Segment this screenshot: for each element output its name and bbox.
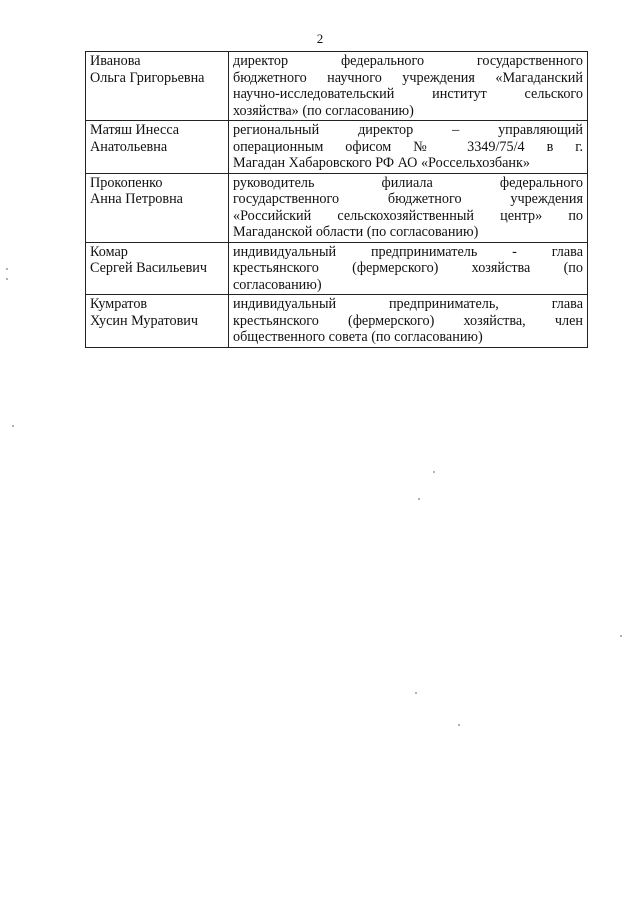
member-name (86, 242, 229, 295)
scan-speck (418, 498, 420, 500)
role-line: «Российский сельскохозяйственный центр» по (233, 207, 583, 224)
scan-speck (415, 692, 417, 694)
role-line: региональный директор – управляющий (233, 122, 583, 138)
name-line: Комар (90, 243, 128, 260)
role-line: общественного совета (по согласованию) (233, 329, 483, 345)
scan-speck (6, 268, 8, 270)
role-line: крестьянского (фермерского) хозяйства, член (233, 312, 583, 329)
table-row (86, 242, 588, 295)
name-line: Анатольевна (90, 138, 168, 155)
name-line: Ольга Григорьевна (90, 69, 205, 86)
member-role (229, 121, 588, 174)
member-name (86, 173, 229, 242)
role-line: научно-исследовательский институт сельского (233, 86, 583, 102)
name-line: Прокопенко (90, 174, 163, 191)
scan-speck (12, 425, 14, 427)
name-line: Кумратов (90, 296, 148, 312)
role-line: согласованию) (233, 276, 322, 293)
scan-speck (6, 278, 8, 280)
role-line: индивидуальный предприниматель - глава (233, 243, 583, 260)
role-line: крестьянского (фермерского) хозяйства (по (233, 260, 583, 276)
table-row (86, 173, 588, 242)
member-name (86, 295, 229, 348)
scan-speck (458, 724, 460, 726)
members-table (85, 51, 588, 348)
name-line: Хусин Муратович (90, 312, 199, 329)
table-row (86, 121, 588, 174)
member-role (229, 295, 588, 348)
role-line: Магаданской области (по согласованию) (233, 224, 479, 240)
role-line: бюджетного научного учреждения «Магаданский (233, 69, 583, 86)
name-line: Анна Петровна (90, 191, 183, 207)
role-line: индивидуальный предприниматель, глава (233, 296, 583, 312)
member-role (229, 52, 588, 121)
table-row (86, 295, 588, 348)
role-line: операционным офисом № 3349/75/4 в г. (233, 138, 583, 155)
member-name (86, 121, 229, 174)
role-line: руководитель филиала федерального (233, 174, 583, 191)
member-role (229, 173, 588, 242)
role-line: директор федерального государственного (233, 53, 583, 69)
table-row (86, 52, 588, 121)
role-line: государственного бюджетного учреждения (233, 191, 583, 207)
name-line: Матяш Инесса (90, 122, 180, 138)
page-number: 2 (316, 31, 324, 46)
scan-speck (620, 635, 622, 637)
name-line: Сергей Васильевич (90, 260, 208, 276)
role-line: хозяйства» (по согласованию) (233, 102, 414, 119)
member-name (86, 52, 229, 121)
role-line: Магадан Хабаровского РФ АО «Россельхозбанк» (233, 155, 530, 171)
member-role (229, 242, 588, 295)
name-line: Иванова (90, 53, 141, 69)
scan-speck (433, 471, 435, 473)
